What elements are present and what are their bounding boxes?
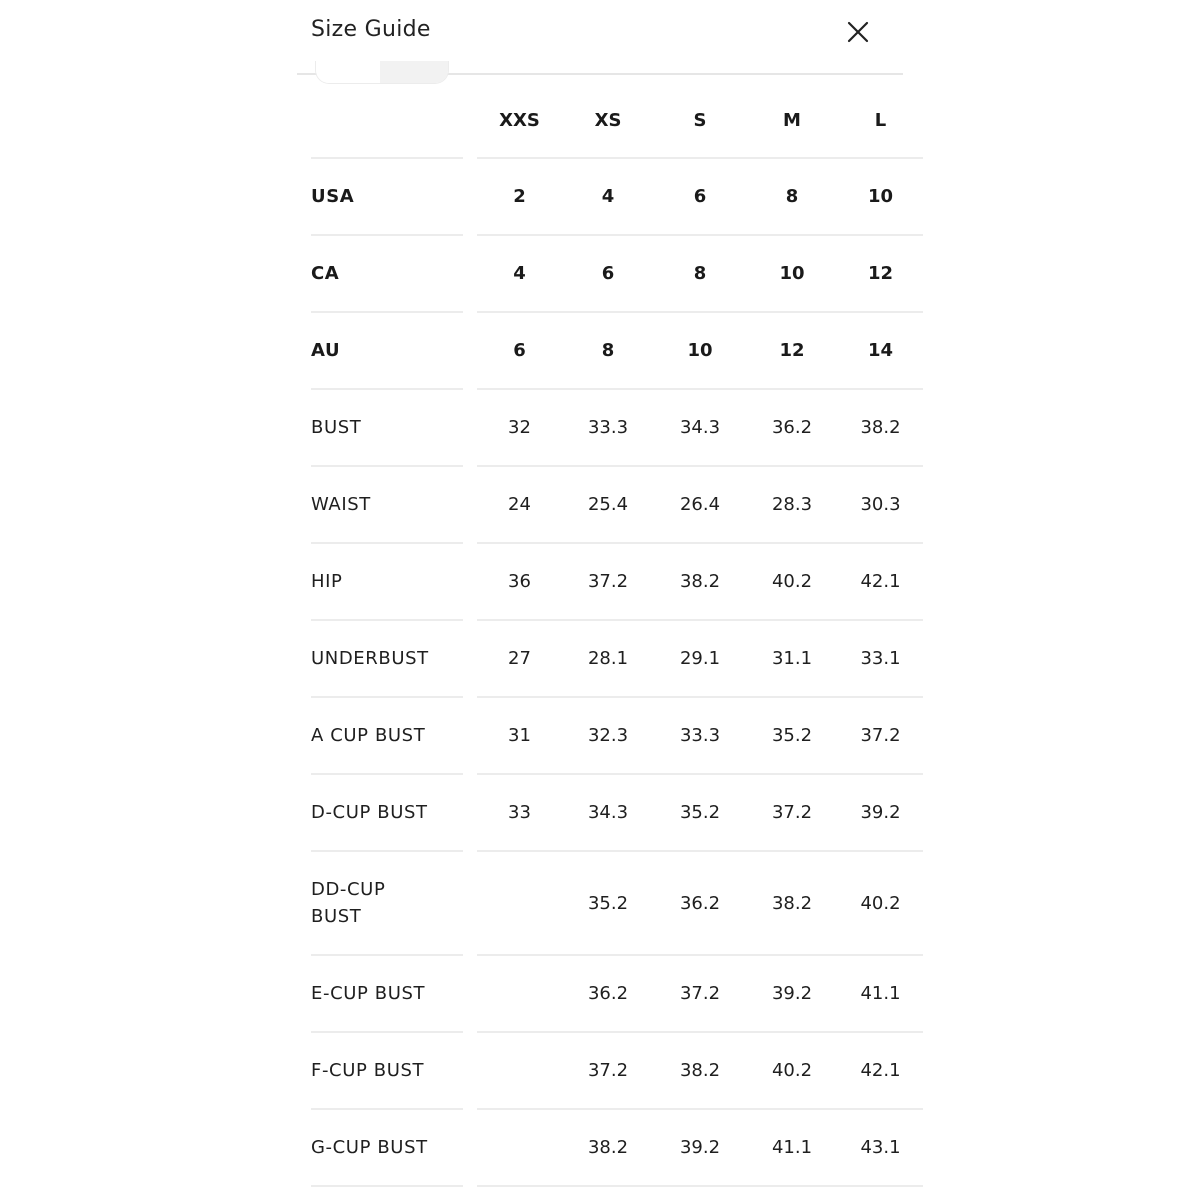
row-label: WAIST	[311, 465, 463, 542]
size-header: XS	[594, 109, 622, 131]
table-row	[311, 311, 923, 388]
table-cell	[477, 1031, 562, 1108]
table-row	[311, 773, 923, 850]
row-label: HIP	[311, 542, 463, 619]
gap-cell	[463, 773, 477, 850]
table-row	[311, 696, 923, 773]
size-header: L	[874, 109, 887, 131]
table-cell: 33	[477, 773, 562, 850]
table-cell: 8	[562, 311, 654, 388]
table-row	[311, 850, 923, 954]
table-cell: 40.2	[746, 542, 838, 619]
table-cell: 39.2	[654, 1108, 746, 1187]
table-cell: 42.1	[838, 1031, 923, 1108]
row-label: CA	[311, 234, 463, 311]
table-cell: 36	[477, 542, 562, 619]
table-cell: 37.2	[746, 773, 838, 850]
table-cell: 31	[477, 696, 562, 773]
unit-toggle-option[interactable]	[316, 61, 380, 83]
gap-cell	[463, 542, 477, 619]
size-header: S	[693, 109, 707, 131]
table-cell: 27	[477, 619, 562, 696]
table-cell: 26.4	[654, 465, 746, 542]
table-row	[311, 954, 923, 1031]
row-label: E-CUP BUST	[311, 954, 463, 1031]
gap-cell	[463, 696, 477, 773]
table-cell: 33.3	[654, 696, 746, 773]
row-label: G-CUP BUST	[311, 1108, 463, 1187]
gap-cell	[463, 157, 477, 234]
page-title: Size Guide	[311, 17, 431, 42]
table-cell: 6	[477, 311, 562, 388]
table-cell: 29.1	[654, 619, 746, 696]
table-cell: 10	[838, 157, 923, 234]
table-row	[311, 542, 923, 619]
table-cell: 24	[477, 465, 562, 542]
table-cell: 36.2	[746, 388, 838, 465]
unit-toggle-option[interactable]	[380, 61, 448, 83]
table-cell: 33.1	[838, 619, 923, 696]
gap-cell	[463, 954, 477, 1031]
table-cell	[477, 1108, 562, 1187]
size-header: XXS	[499, 109, 540, 131]
table-cell	[477, 850, 562, 954]
size-table	[311, 83, 923, 1187]
table-cell	[477, 954, 562, 1031]
table-cell: 4	[477, 234, 562, 311]
table-cell: 6	[562, 234, 654, 311]
table-cell: 12	[746, 311, 838, 388]
table-row	[311, 388, 923, 465]
size-header: M	[783, 109, 801, 131]
table-row	[311, 1031, 923, 1108]
table-cell: 43.1	[838, 1108, 923, 1187]
gap-cell	[463, 234, 477, 311]
table-cell: 37.2	[562, 1031, 654, 1108]
gap-cell	[463, 388, 477, 465]
table-cell: 6	[654, 157, 746, 234]
table-cell: 37.2	[654, 954, 746, 1031]
row-label: AU	[311, 311, 463, 388]
table-cell: 37.2	[562, 542, 654, 619]
table-cell: 37.2	[838, 696, 923, 773]
table-cell: 39.2	[746, 954, 838, 1031]
table-cell: 41.1	[838, 954, 923, 1031]
table-cell: 28.1	[562, 619, 654, 696]
corner-cell	[311, 83, 463, 157]
table-cell: 38.2	[654, 1031, 746, 1108]
table-cell: 14	[838, 311, 923, 388]
gap-cell	[463, 83, 477, 157]
table-cell: 42.1	[838, 542, 923, 619]
unit-toggle[interactable]	[315, 61, 449, 84]
table-cell: 8	[654, 234, 746, 311]
table-cell: 35.2	[654, 773, 746, 850]
gap-cell	[463, 619, 477, 696]
table-cell: 32.3	[562, 696, 654, 773]
table-cell: 38.2	[746, 850, 838, 954]
table-cell: 38.2	[562, 1108, 654, 1187]
table-cell: 40.2	[838, 850, 923, 954]
table-row	[311, 1108, 923, 1187]
table-cell: 41.1	[746, 1108, 838, 1187]
table-cell: 33.3	[562, 388, 654, 465]
row-label: UNDERBUST	[311, 619, 463, 696]
table-cell: 30.3	[838, 465, 923, 542]
table-cell: 25.4	[562, 465, 654, 542]
size-header-row	[311, 83, 923, 157]
table-cell: 34.3	[654, 388, 746, 465]
row-label: F-CUP BUST	[311, 1031, 463, 1108]
gap-cell	[463, 1031, 477, 1108]
gap-cell	[463, 311, 477, 388]
table-row	[311, 234, 923, 311]
table-cell: 34.3	[562, 773, 654, 850]
table-row	[311, 465, 923, 542]
table-cell: 36.2	[562, 954, 654, 1031]
table-cell: 12	[838, 234, 923, 311]
table-cell: 4	[562, 157, 654, 234]
row-label: BUST	[311, 388, 463, 465]
close-icon[interactable]	[845, 19, 871, 45]
row-label: D-CUP BUST	[311, 773, 463, 850]
gap-cell	[463, 465, 477, 542]
table-cell: 35.2	[746, 696, 838, 773]
table-cell: 10	[654, 311, 746, 388]
table-row	[311, 157, 923, 234]
table-cell: 38.2	[654, 542, 746, 619]
row-label: USA	[311, 157, 463, 234]
row-label: A CUP BUST	[311, 696, 463, 773]
table-cell: 35.2	[562, 850, 654, 954]
table-cell: 28.3	[746, 465, 838, 542]
table-cell: 8	[746, 157, 838, 234]
gap-cell	[463, 850, 477, 954]
size-guide-panel	[297, 0, 903, 1200]
table-cell: 10	[746, 234, 838, 311]
table-cell: 39.2	[838, 773, 923, 850]
table-cell: 31.1	[746, 619, 838, 696]
table-cell: 2	[477, 157, 562, 234]
table-cell: 32	[477, 388, 562, 465]
table-cell: 38.2	[838, 388, 923, 465]
table-cell: 36.2	[654, 850, 746, 954]
table-cell: 40.2	[746, 1031, 838, 1108]
gap-cell	[463, 1108, 477, 1187]
table-row	[311, 619, 923, 696]
row-label: DD-CUP BUST	[311, 850, 463, 954]
